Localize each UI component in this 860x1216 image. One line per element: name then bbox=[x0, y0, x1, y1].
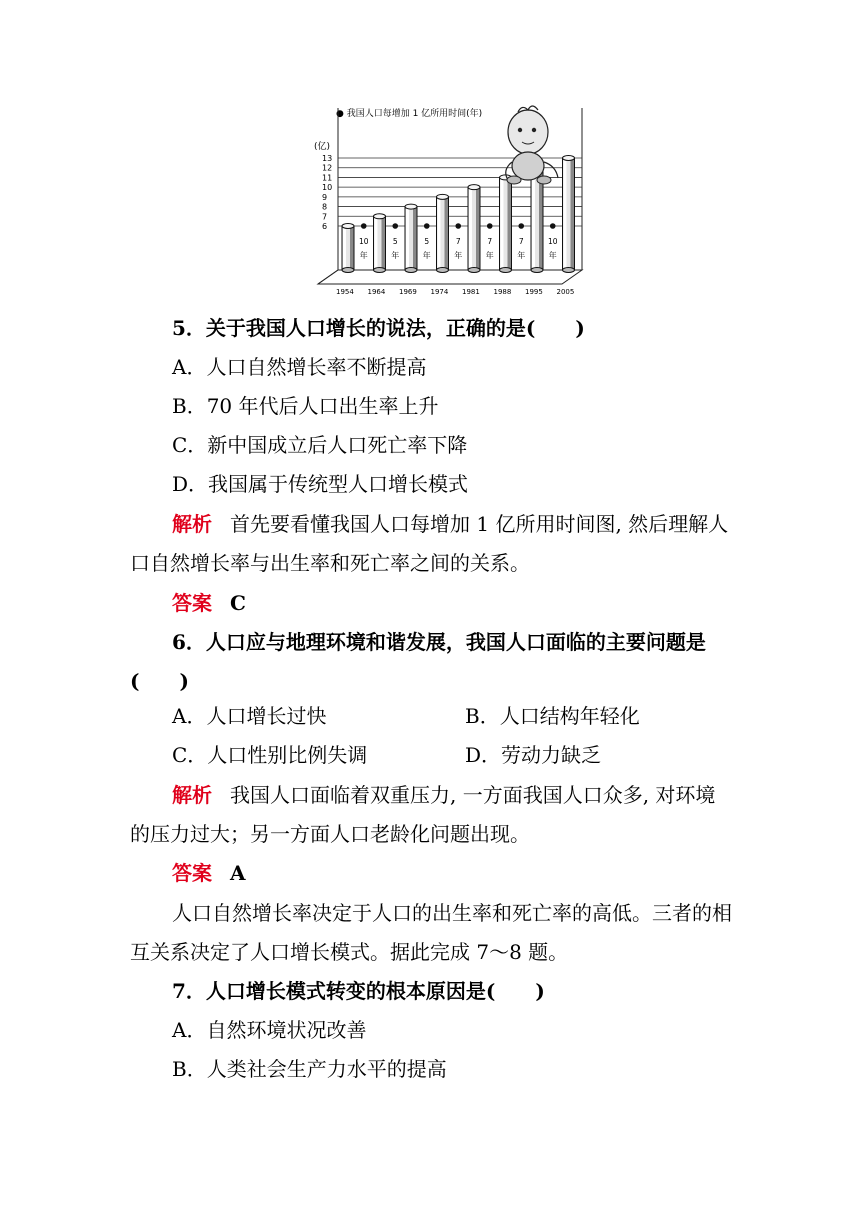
q7-option-b: B．人类社会生产力水平的提高 bbox=[172, 1057, 447, 1081]
bar-top bbox=[437, 194, 449, 199]
y-tick-label: 12 bbox=[322, 163, 333, 173]
chart-legend: ● 我国人口每增加 1 亿所用时间(年) bbox=[336, 109, 483, 119]
interval-dot bbox=[550, 223, 556, 229]
interval-unit: 年 bbox=[517, 251, 526, 260]
q5-analysis-line1 bbox=[172, 510, 728, 538]
x-tick-label: 1969 bbox=[399, 288, 417, 296]
y-tick-label: 11 bbox=[322, 173, 333, 183]
bar-bottom bbox=[500, 268, 512, 273]
bar-highlight bbox=[438, 197, 441, 270]
y-axis-unit: (亿) bbox=[314, 142, 331, 152]
x-tick-label: 1981 bbox=[462, 288, 480, 296]
y-tick-label: 8 bbox=[322, 202, 328, 212]
interval-unit: 年 bbox=[391, 251, 400, 260]
q5-answer-tag: 答案 bbox=[172, 591, 212, 615]
q6-analysis-line2: 的压力过大；另一方面人口老龄化问题出现。 bbox=[130, 822, 530, 846]
y-tick-label: 10 bbox=[322, 183, 333, 193]
interval-unit: 年 bbox=[548, 251, 557, 260]
q5-analysis-line2: 口自然增长率与出生率和死亡率之间的关系。 bbox=[130, 551, 530, 575]
baby-cartoon-illustration bbox=[506, 106, 558, 184]
bar-1974 bbox=[437, 194, 449, 272]
bar-top bbox=[374, 214, 386, 219]
q6-option-c: C．人口性别比例失调 bbox=[172, 743, 368, 767]
x-tick-label: 1974 bbox=[430, 288, 449, 296]
q7-stem: 7．人口增长模式转变的根本原因是( ) bbox=[172, 979, 545, 1003]
q6-stem-line1: 6．人口应与地理环境和谐发展，我国人口面临的主要问题是 bbox=[172, 630, 706, 654]
bar-1988 bbox=[500, 175, 512, 273]
bar-shade bbox=[445, 197, 449, 270]
intro-line2: 互关系决定了人口增长模式。据此完成 7～8 题。 bbox=[130, 940, 569, 964]
x-tick-label: 1988 bbox=[493, 288, 512, 296]
bar-shade bbox=[476, 187, 480, 270]
q5-option-b: B．70 年代后人口出生率上升 bbox=[172, 394, 439, 418]
bar-shade bbox=[382, 216, 386, 270]
x-tick-label: 1954 bbox=[336, 288, 354, 296]
interval-dot bbox=[518, 223, 524, 229]
interval-dot bbox=[424, 223, 430, 229]
y-tick-label: 7 bbox=[322, 212, 328, 222]
y-tick-label: 9 bbox=[322, 192, 328, 202]
bar-bottom bbox=[437, 268, 449, 273]
q6-analysis-tag: 解析 bbox=[172, 783, 212, 807]
q5-option-c: C．新中国成立后人口死亡率下降 bbox=[172, 433, 468, 457]
q5-stem: 5．关于我国人口增长的说法，正确的是( ) bbox=[172, 316, 585, 340]
interval-years: 7 bbox=[518, 237, 524, 246]
q5-option-a: A．人口自然增长率不断提高 bbox=[172, 355, 427, 379]
population-chart bbox=[306, 100, 596, 300]
interval-years: 5 bbox=[424, 237, 430, 246]
interval-years: 10 bbox=[547, 237, 558, 246]
bar-shade bbox=[413, 207, 417, 270]
bar-highlight bbox=[375, 216, 378, 270]
bar-1964 bbox=[374, 214, 386, 273]
bar-shade bbox=[508, 177, 512, 270]
bar-top bbox=[342, 224, 354, 229]
chart-floor bbox=[318, 270, 582, 284]
bar-bottom bbox=[342, 268, 354, 273]
bar-bottom bbox=[563, 268, 575, 273]
interval-years: 5 bbox=[392, 237, 398, 246]
interval-years: 7 bbox=[487, 237, 493, 246]
q6-stem-line2: ( ) bbox=[130, 669, 189, 693]
bar-1969 bbox=[405, 204, 417, 272]
q6-answer bbox=[172, 859, 246, 887]
q6-answer-tag: 答案 bbox=[172, 861, 212, 885]
q6-option-b: B．人口结构年轻化 bbox=[465, 704, 640, 728]
q6-analysis-text1: 我国人口面临着双重压力, 一方面我国人口众多, 对环境 bbox=[230, 783, 716, 807]
q7-option-a: A．自然环境状况改善 bbox=[172, 1018, 367, 1042]
bar-bottom bbox=[405, 268, 417, 273]
interval-dot bbox=[487, 223, 493, 229]
interval-unit: 年 bbox=[454, 251, 463, 260]
bar-1954 bbox=[342, 224, 354, 273]
interval-years: 7 bbox=[455, 237, 461, 246]
bar-bottom bbox=[468, 268, 480, 273]
bar-highlight bbox=[564, 158, 567, 270]
y-tick-label: 6 bbox=[322, 222, 328, 231]
x-tick-label: 1964 bbox=[367, 288, 386, 296]
bar-top bbox=[468, 185, 480, 190]
bar-2005 bbox=[563, 156, 575, 273]
q5-answer-value: C bbox=[230, 591, 246, 615]
bar-bottom bbox=[531, 268, 543, 273]
q5-option-d: D．我国属于传统型人口增长模式 bbox=[172, 472, 469, 496]
intro-line1: 人口自然增长率决定于人口的出生率和死亡率的高低。三者的相 bbox=[172, 901, 732, 925]
interval-unit: 年 bbox=[422, 251, 431, 260]
q6-answer-value: A bbox=[230, 861, 246, 885]
x-tick-label: 1995 bbox=[525, 288, 543, 296]
interval-dot bbox=[392, 223, 398, 229]
bar-1981 bbox=[468, 185, 480, 273]
q5-analysis-tag: 解析 bbox=[172, 512, 212, 536]
bar-highlight bbox=[501, 177, 504, 270]
interval-years: 10 bbox=[358, 237, 369, 246]
q6-option-a: A．人口增长过快 bbox=[172, 704, 327, 728]
interval-dot bbox=[361, 223, 367, 229]
bar-highlight bbox=[343, 226, 346, 270]
interval-dot bbox=[455, 223, 461, 229]
q6-analysis-line1 bbox=[172, 781, 715, 809]
x-tick-label: 2005 bbox=[556, 288, 575, 296]
bar-top bbox=[563, 156, 575, 161]
q6-option-d: D．劳动力缺乏 bbox=[465, 743, 602, 767]
bar-shade bbox=[350, 226, 354, 270]
interval-unit: 年 bbox=[359, 251, 368, 260]
bar-highlight bbox=[406, 207, 409, 270]
bar-shade bbox=[571, 158, 575, 270]
bar-bottom bbox=[374, 268, 386, 273]
q5-answer bbox=[172, 589, 246, 617]
bar-highlight bbox=[469, 187, 472, 270]
bar-highlight bbox=[532, 168, 535, 270]
interval-unit: 年 bbox=[485, 251, 494, 260]
q5-analysis-text1: 首先要看懂我国人口每增加 1 亿所用时间图, 然后理解人 bbox=[230, 512, 729, 536]
y-tick-label: 13 bbox=[322, 154, 333, 163]
population-chart-figure bbox=[306, 100, 596, 300]
bar-top bbox=[405, 204, 417, 209]
